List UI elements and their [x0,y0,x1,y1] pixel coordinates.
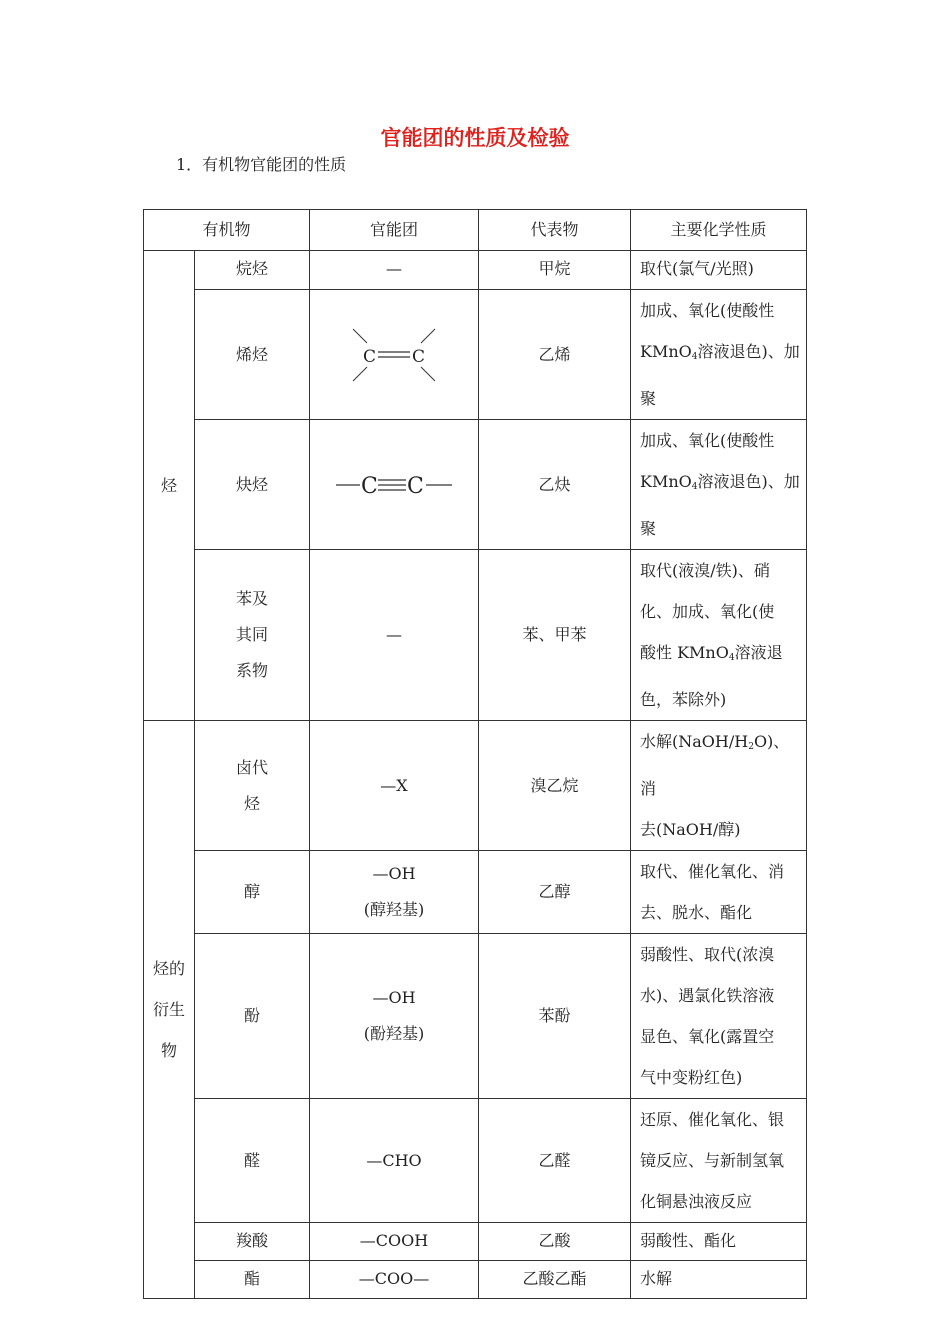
functional-group [310,934,479,1099]
prop-line: 酸性 KMnO [640,643,729,662]
representative: 乙烯 [479,290,631,420]
prop-line: 溶液退色)、加 [697,342,800,361]
name-line: 苯及 [235,589,268,608]
prop-line: KMnO [640,472,692,491]
prop-line: 去(NaOH/醇) [640,820,741,839]
table-row [144,420,807,550]
representative: 苯、甲苯 [479,550,631,721]
table-row [144,251,807,290]
table-row [144,1261,807,1299]
prop-line: 聚 [640,389,657,408]
representative: 乙醛 [479,1099,631,1223]
name-line: 其同 [235,625,268,644]
prop-line: 弱酸性、取代(浓溴 [640,945,775,964]
representative: 溴乙烷 [479,721,631,851]
prop-line: 溶液退 [734,643,783,662]
table-row [144,934,807,1099]
table-header-row [144,210,807,251]
properties: 水解 [631,1261,807,1299]
functional-group [310,290,479,420]
functional-group [310,420,479,550]
compound-name: 酚 [195,934,310,1099]
svg-text:C: C [407,473,424,499]
table-row [144,550,807,721]
svg-text:C: C [363,346,377,367]
header-properties: 主要化学性质 [631,210,807,251]
header-representative: 代表物 [479,210,631,251]
subscript: 4 [691,352,698,362]
group-line: —OH [372,988,416,1007]
group-line: (酚羟基) [363,1024,425,1043]
representative: 乙酸 [479,1223,631,1261]
prop-line: 色，苯除外) [640,690,727,709]
table-row [144,1099,807,1223]
prop-line: O)、消 [640,732,790,798]
prop-line: 聚 [640,519,657,538]
prop-line: 气中变粉红色) [640,1068,743,1087]
compound-name: 烯烃 [195,290,310,420]
functional-group: —CHO [310,1099,479,1223]
category-hydrocarbon: 烃 [144,251,195,721]
compound-name: 酯 [195,1261,310,1299]
properties [631,290,807,420]
header-organic: 有机物 [144,210,310,251]
category-derivatives [144,721,195,1299]
functional-group: —COOH [310,1223,479,1261]
properties [631,934,807,1099]
prop-line: 水)、遇氯化铁溶液 [640,986,775,1005]
section-heading: 1．有机物官能团的性质 [176,155,347,174]
prop-line: 显色、氧化(露置空 [640,1027,775,1046]
prop-line: 还原、催化氧化、银 [640,1110,785,1129]
compound-name: 醇 [195,851,310,934]
properties [631,550,807,721]
page-title: 官能团的性质及检验 [380,126,570,150]
table-row [144,1223,807,1261]
representative: 苯酚 [479,934,631,1099]
prop-line: 镜反应、与新制氢氧 [640,1151,785,1170]
compound-name: 炔烃 [195,420,310,550]
representative: 乙酸乙酯 [479,1261,631,1299]
subscript: 4 [691,482,698,492]
name-line: 烃 [243,793,260,813]
prop-line: KMnO [640,342,692,361]
functional-group-table [143,209,807,1299]
alkyne-triple-bond-structure [334,470,454,500]
prop-line: 取代(液溴/铁)、硝 [640,561,770,580]
subscript: 2 [748,742,754,752]
category-label: 烃的 衍生 物 [152,959,185,1060]
table-row [144,290,807,420]
group-line: —OH [372,864,416,883]
properties [631,851,807,934]
prop-line: 水解(NaOH/H [640,732,749,751]
prop-line: 溶液退色)、加 [697,472,800,491]
representative: 乙炔 [479,420,631,550]
compound-name [195,550,310,721]
alkene-double-bond-structure [349,327,439,383]
functional-group: —COO— [310,1261,479,1299]
properties: 弱酸性、酯化 [631,1223,807,1261]
group-line: (醇羟基) [363,900,425,919]
properties [631,1099,807,1223]
svg-text:C: C [412,346,426,367]
prop-line: 去、脱水、酯化 [640,903,753,922]
properties [631,721,807,851]
prop-line: 取代、催化氧化、消 [640,862,785,881]
compound-name: 醛 [195,1099,310,1223]
table-row [144,851,807,934]
name-line: 卤代 [235,757,268,777]
functional-group: —X [310,721,479,851]
subscript: 4 [728,653,735,663]
prop-line: 加成、氧化(使酸性 [640,431,775,450]
prop-line: 化铜悬浊液反应 [640,1192,753,1211]
header-group: 官能团 [310,210,479,251]
representative: 乙醇 [479,851,631,934]
functional-group: — [310,550,479,721]
compound-name: 羧酸 [195,1223,310,1261]
properties: 取代(氯气/光照) [631,251,807,290]
name-line: 系物 [235,661,268,680]
compound-name [195,721,310,851]
svg-text:C: C [361,473,378,499]
table-row [144,721,807,851]
functional-group: — [310,251,479,290]
prop-line: 化、加成、氧化(使 [640,602,775,621]
compound-name: 烷烃 [195,251,310,290]
representative: 甲烷 [479,251,631,290]
properties [631,420,807,550]
prop-line: 加成、氧化(使酸性 [640,301,775,320]
functional-group [310,851,479,934]
